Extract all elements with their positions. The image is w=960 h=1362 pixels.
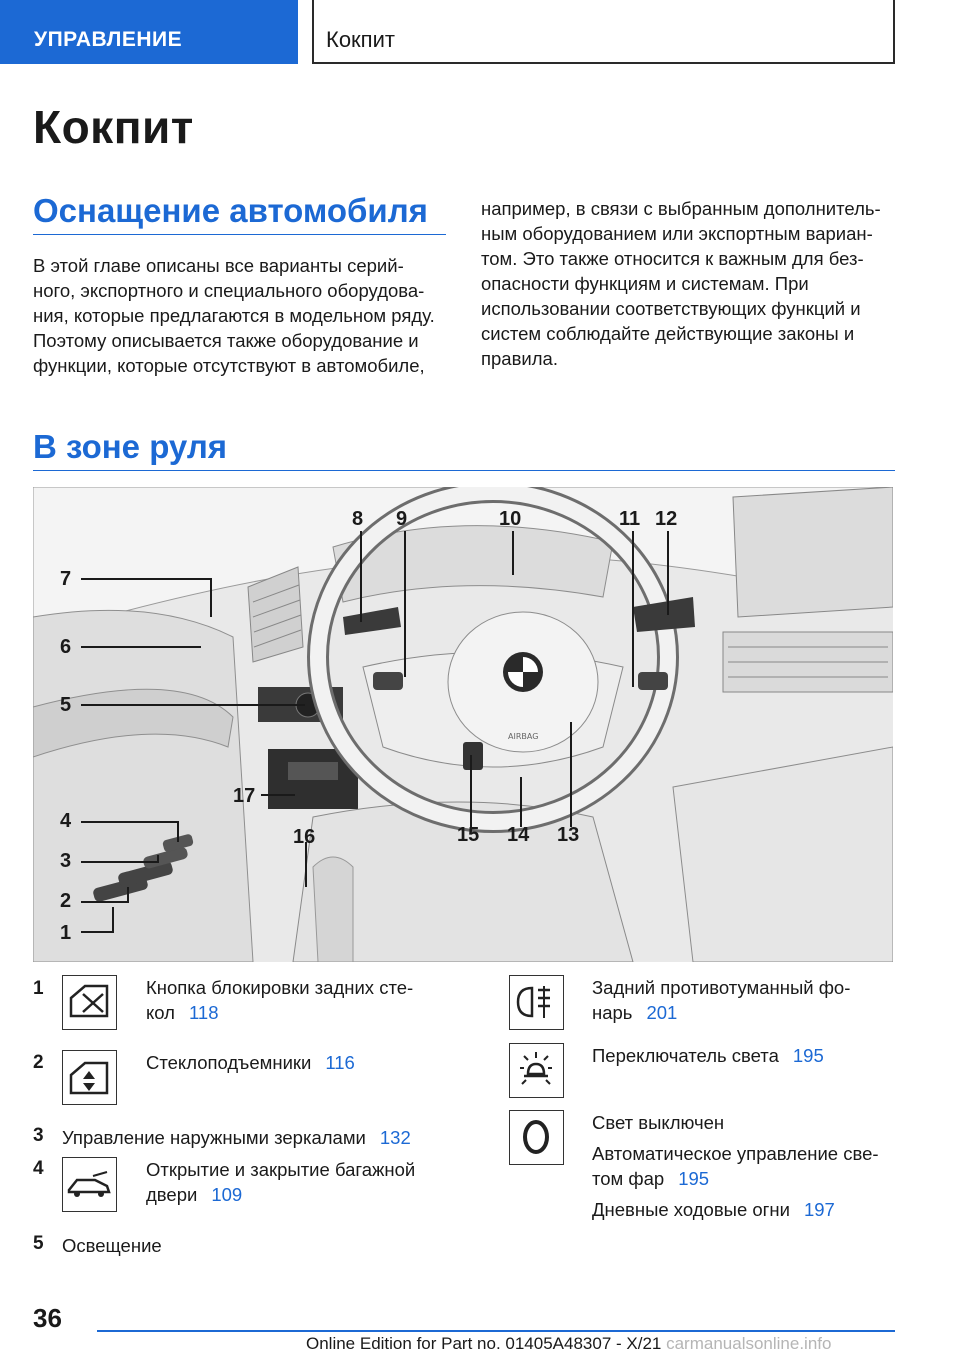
callout-8: 8 bbox=[352, 508, 364, 530]
page-ref-link[interactable]: 116 bbox=[325, 1052, 355, 1073]
legend-item-text: Открытие и закрытие багажной двери 109 bbox=[146, 1159, 416, 1205]
tailgate-icon bbox=[62, 1157, 117, 1212]
callout-11: 11 bbox=[619, 508, 641, 530]
legend-item-text: Свет выключен Автоматическое управление све- том фар 195 Дневные ходовые огни 197 bbox=[592, 1112, 879, 1220]
callout-10: 10 bbox=[499, 508, 522, 530]
legend-item-text: Задний противотуманный фо- нарь 201 bbox=[592, 977, 851, 1023]
callout-1: 1 bbox=[60, 922, 72, 944]
callout-9: 9 bbox=[396, 508, 408, 530]
section-tab[interactable]: УПРАВЛЕНИЕ bbox=[0, 0, 298, 64]
callout-16: 16 bbox=[293, 826, 316, 848]
page-ref-link[interactable]: 132 bbox=[379, 1127, 411, 1148]
callout-12: 12 bbox=[655, 508, 678, 530]
chapter-title-box: Кокпит bbox=[312, 0, 895, 64]
page-ref-link[interactable]: 197 bbox=[803, 1199, 835, 1220]
callout-6: 6 bbox=[60, 636, 72, 658]
light-switch-icon bbox=[509, 1043, 564, 1098]
legend-number: 4 bbox=[33, 1158, 44, 1179]
legend-item-text: Переключатель света 195 bbox=[592, 1045, 824, 1066]
equipment-heading: Оснащение автомобиля bbox=[33, 192, 428, 229]
page-ref-link[interactable]: 195 bbox=[792, 1045, 824, 1066]
callout-17: 17 bbox=[233, 785, 256, 807]
legend-number: 2 bbox=[33, 1052, 44, 1073]
callout-7: 7 bbox=[60, 568, 72, 590]
page-ref-link[interactable]: 201 bbox=[646, 1002, 678, 1023]
callout-4: 4 bbox=[60, 810, 72, 832]
legend-item-text: Стеклоподъемники 116 bbox=[146, 1052, 355, 1073]
legend-item-text: Кнопка блокировки задних сте- кол 118 bbox=[146, 977, 414, 1023]
page-number: 36 bbox=[33, 1303, 62, 1333]
light-off-icon bbox=[509, 1110, 564, 1165]
callout-2: 2 bbox=[60, 890, 72, 912]
equipment-text-right: например, в связи с выбранным дополнитель- ным оборудованием или экспортным вариан- том. Это также относится к важным для без- опасности функциям и системам. При использовании соответствующих функций и систем соблюдайте действующие законы и правила. bbox=[481, 198, 881, 369]
callout-3: 3 bbox=[60, 850, 72, 872]
page-ref-link[interactable]: 195 bbox=[678, 1168, 710, 1189]
power-window-icon bbox=[62, 1050, 117, 1105]
legend-number: 3 bbox=[33, 1125, 44, 1146]
legend-item-text: Управление наружными зеркалами 132 bbox=[62, 1127, 411, 1148]
footer-text: Online Edition for Part no. 01405A48307 - X/21 carmanualsonline.info bbox=[306, 1334, 832, 1353]
window-lock-icon bbox=[62, 975, 117, 1030]
callout-5: 5 bbox=[60, 694, 72, 716]
footer-rule bbox=[97, 1330, 895, 1332]
cockpit-illustration bbox=[33, 487, 893, 962]
rear-fog-light-icon bbox=[509, 975, 564, 1030]
zone-heading: В зоне руля bbox=[33, 428, 228, 465]
heading-rule bbox=[33, 234, 446, 235]
page-ref-link[interactable]: 118 bbox=[188, 1002, 219, 1023]
legend-number: 5 bbox=[33, 1233, 44, 1254]
footer-watermark: carmanualsonline.info bbox=[666, 1334, 832, 1353]
heading-rule bbox=[33, 470, 895, 471]
legend-item-text: Освещение bbox=[62, 1235, 162, 1256]
callout-13: 13 bbox=[557, 824, 580, 846]
callout-14: 14 bbox=[507, 824, 530, 846]
page-ref-link[interactable]: 109 bbox=[211, 1184, 243, 1205]
equipment-text-left: В этой главе описаны все варианты серий- ного, экспортного и специального оборудова- ния, которые предлагаются в модельном ряду. Поэтому описывается также оборудование и функции, которые отсутствуют в автомобиле, bbox=[33, 255, 435, 376]
svg-text:AIRBAG: AIRBAG bbox=[508, 732, 539, 741]
callout-15: 15 bbox=[457, 824, 480, 846]
page-title: Кокпит bbox=[33, 101, 194, 153]
legend-number: 1 bbox=[33, 978, 44, 999]
